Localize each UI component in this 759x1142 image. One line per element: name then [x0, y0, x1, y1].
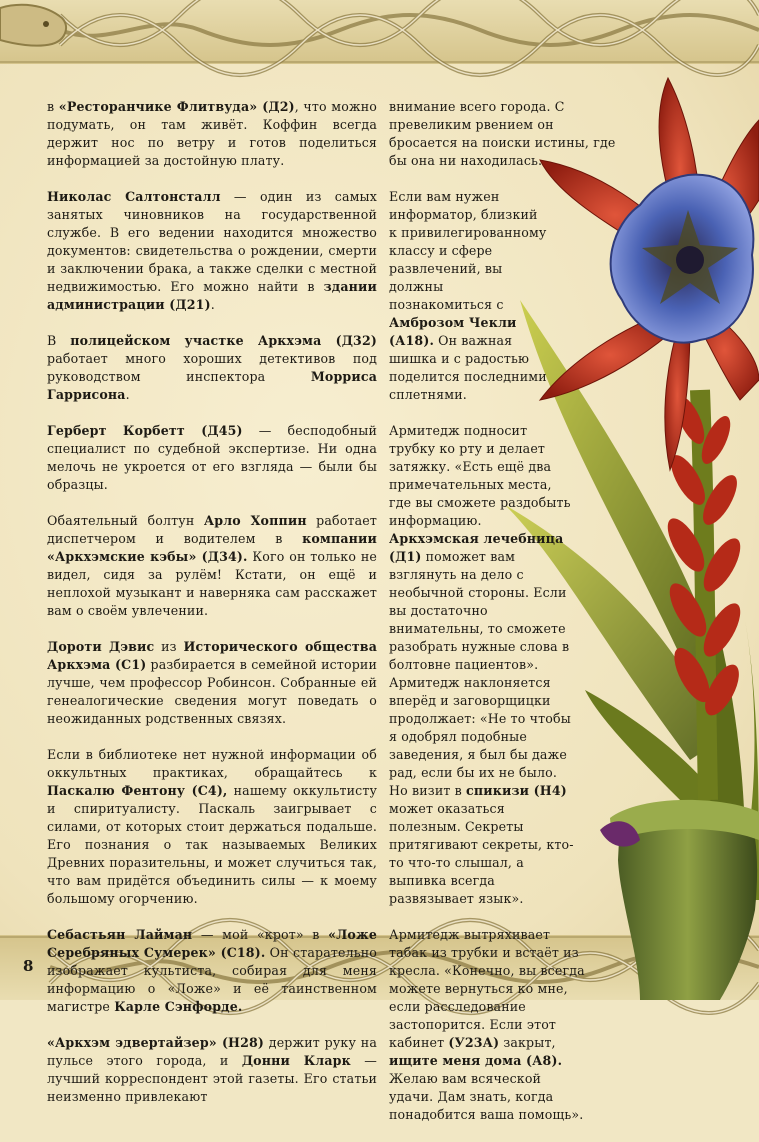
location-name: Исторического общества Аркхэма (С1) [47, 639, 378, 672]
location-name: (У23А) [448, 1035, 500, 1050]
location-name: «Ложе Серебряных Сумерек» (С18). [47, 927, 377, 960]
person-name: Амброзом Чекли (А18). [389, 315, 517, 348]
text: Он старательно изображает культиста, собирая для меня информацию о «Ложе» и её таинственном магистре [47, 945, 378, 1014]
location-name: «Аркхэм эдвертайзер» (Н28) [47, 1035, 265, 1050]
text: — мой «крот» в [192, 927, 329, 942]
text: Обаятельный болтун [47, 513, 204, 528]
location-name: спикизи (Н4) [466, 783, 567, 798]
paragraph-asylum-speakeasy [389, 422, 574, 908]
text: . [125, 387, 130, 402]
person-name: Себастьян Лайман [47, 927, 193, 942]
text: внимание всего города. С превеликим рвением он бросается на поиски истины, где бы она ни находилась. [389, 99, 616, 168]
text: Он важная шишка и с радостью поделится последними сплетнями. [389, 333, 547, 402]
paragraph-hoppin [47, 512, 377, 620]
paragraph-fleetwood [47, 98, 377, 170]
text: поможет вам взглянуть на дело с необычной стороны. Если вы достаточно внимательны, то сможете разобрать нужные слова в болтовне пациентов». Армитедж наклоняется вперёд и заговорщицки продолжает: «Не то чтобы я одобрял подобные заведения, я был бы даже рад, если бы их не было. Но визит в [389, 549, 571, 798]
paragraph-police [47, 332, 377, 404]
text: Если вам нужен информатор, близкий к привилегированному классу и сфере развлечений, вы должны познакомиться с [389, 189, 547, 312]
location-name: компании «Аркхэмские кэбы» (Д34). [47, 531, 377, 564]
paragraph-advertiser [47, 1034, 377, 1106]
person-name: Николас Салтонсталл [47, 189, 221, 204]
location-name: Аркхэмская лечебница (Д1) [389, 531, 564, 564]
text: из [154, 639, 184, 654]
person-name: Морриса Гаррисона [47, 369, 377, 402]
paragraph-farewell [389, 926, 589, 1124]
location-name: полицейском участке Аркхэма (Д32) [70, 333, 377, 348]
person-name: Герберт Корбетт (Д45) [47, 423, 243, 438]
paragraph-davis [47, 638, 377, 728]
text: работает много хороших детективов под руководством инспектора [47, 351, 377, 384]
text: закрыт, [499, 1035, 556, 1050]
person-name: Карле Сэнфорде. [114, 999, 243, 1014]
location-name: «Ресторанчике Флитвуда» (Д2) [58, 99, 295, 114]
text: — один из самых занятых чиновников на государственной службе. В его ведении находится множество документов: свидетельства о рождении, смерти и заключении брака, а также сделки с местной недвижимостью. Его можно найти в [47, 189, 377, 294]
text: Желаю вам всяческой удачи. Дам знать, когда понадобится ваша помощь». [389, 1071, 584, 1122]
text: В [47, 333, 71, 348]
person-name: Паскалю Фентону (С4), [47, 783, 228, 798]
text-column-right [389, 98, 624, 1142]
person-name: Дороти Дэвис [47, 639, 155, 654]
paragraph-chekley [389, 188, 549, 404]
paragraph-fenton [47, 746, 377, 908]
text: в [47, 99, 59, 114]
text: — бесподобный специалист по судебной экспертизе. Ни одна мелочь не укроется от его взгляда — были бы образцы. [47, 423, 377, 492]
text: , что можно подумать, он там живёт. Коффин всегда держит нос по ветру и готов поделиться информацией за достойную плату. [47, 99, 377, 168]
text: Армитедж вытряхивает табак из трубки и встаёт из кресла. «Конечно, вы всегда можете вернуться ко мне, если расследование застопорится. Если этот кабинет [389, 927, 585, 1050]
text: — лучший корреспондент этой газеты. Его статьи неизменно привлекают [47, 1053, 377, 1104]
text: Кого он только не видел, сидя за рулём! Кстати, он ещё и неплохой музыкант и наверняка сам расскажет вам о своём увлечении. [47, 549, 377, 618]
text: разбирается в семейной истории лучше, чем профессор Робинсон. Собранные ей генеалогические сведения могут поведать о неожиданных родственных связях. [47, 657, 377, 726]
text: Если в библиотеке нет нужной информации об оккультных практиках, обращайтесь к [47, 747, 377, 780]
text: держит руку на пульсе этого города, и [47, 1035, 377, 1068]
paragraph-attention [389, 98, 624, 170]
text-column-left [47, 98, 377, 1124]
text: . [210, 297, 215, 312]
paragraph-saltonstall [47, 188, 377, 314]
paragraph-corbett [47, 422, 377, 494]
person-name: Арло Хоппин [203, 513, 307, 528]
location-name: ищите меня дома (А8). [389, 1053, 563, 1068]
location-name: здании администрации (Д21) [47, 279, 377, 312]
text: Армитедж подносит трубку ко рту и делает затяжку. «Есть ещё два примечательных места, где вы сможете раздобыть информацию. [389, 423, 571, 528]
text: работает диспетчером и водителем в [47, 513, 378, 546]
paragraph-lyman [47, 926, 377, 1016]
person-name: Донни Кларк [241, 1053, 351, 1068]
page-number: 8 [23, 957, 34, 975]
text: нашему оккультисту и спиритуалисту. Паскаль заигрывает с силами, от которых стоит держаться подальше. Его познания о так называемых Великих Древних поразительны, и может случиться так, что вам придётся объединить силы — к моему большому огорчению. [47, 783, 377, 906]
text: может оказаться полезным. Секреты притягивают секреты, кто-то что-то слышал, а выпивка всегда развязывает язык». [389, 801, 574, 906]
